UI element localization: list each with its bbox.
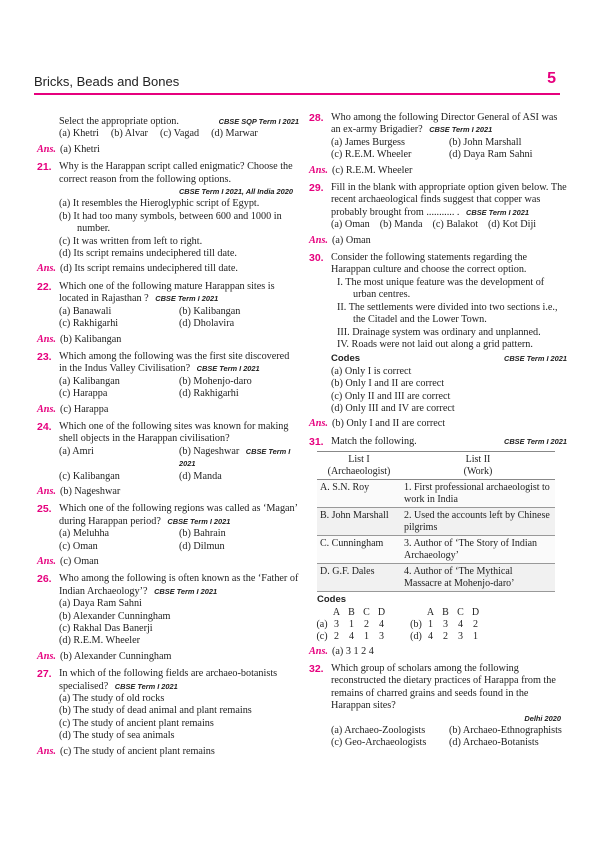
option-d: (d) Marwar: [211, 128, 258, 140]
answer-label: Ans.: [37, 650, 56, 662]
question-number: 26.: [37, 573, 52, 586]
option-d: (d) Rakhigarhi: [179, 388, 239, 400]
code-cell: 4: [458, 618, 463, 630]
question-number: 21.: [37, 161, 52, 174]
code-cell: [389, 619, 409, 631]
options: [59, 306, 299, 331]
page-number: 5: [547, 70, 556, 87]
match-codes-grid: [315, 607, 567, 643]
option-c: (c) Oman: [59, 540, 98, 552]
code-cell: (b): [410, 618, 422, 630]
option-b: (b) The study of dead animal and plant remains: [59, 705, 252, 717]
codes-label: Codes CBSE Term I 2021: [331, 353, 567, 365]
option-b: (b) Manda: [379, 219, 423, 231]
options: [331, 137, 567, 162]
code-cell: 3: [458, 630, 463, 642]
question-32: [309, 663, 567, 750]
answer-label: Ans.: [37, 403, 56, 415]
code-cell: (c): [316, 630, 328, 642]
question-20-continued: [37, 116, 299, 141]
answer-label: Ans.: [309, 645, 328, 657]
answer: [37, 746, 299, 758]
table-row: [317, 564, 555, 592]
answer: [309, 165, 567, 177]
option-c: (c) Rakhal Das Banerji: [59, 623, 153, 635]
answer-label: Ans.: [37, 263, 56, 275]
answer-text: (c) Oman: [59, 556, 99, 567]
question-source-tag: CBSE Term I 2021: [154, 586, 218, 596]
question-text: Consider the following statements regarding the Harappan culture and choose the correct option.: [331, 252, 528, 276]
option-c: (c) Rakhigarhi: [59, 318, 119, 330]
option-b: (b) Nageshwar CBSE Term I 2021: [179, 445, 291, 469]
answer-text: (a) Khetri: [59, 143, 100, 155]
code-cell: [389, 607, 409, 619]
code-cell: 1: [473, 630, 478, 642]
option-a: (a) James Burgess: [331, 136, 405, 148]
answer-text: (a) 3 1 2 4: [331, 645, 374, 657]
answer-label: Ans.: [37, 745, 56, 757]
option-b: (b) Mohenjo-daro: [179, 375, 252, 387]
options: [59, 693, 299, 743]
question-text: Which group of scholars among the following reconstructed the dietary practices of Harappa from the remains of charred grains and seeds found in the Harappan sites?: [331, 662, 556, 712]
code-cell: 4: [349, 630, 354, 642]
question-number: 23.: [37, 350, 52, 363]
code-cell: D: [471, 606, 480, 618]
list2-cell: 1. First professional archaeologist to work in India: [401, 480, 555, 508]
statement-1: I. The most unique feature was the development of urban centres.: [337, 276, 545, 301]
option-a: (a) Kalibangan: [59, 375, 120, 387]
question-21: [37, 161, 299, 260]
code-cell: A: [332, 606, 341, 618]
question-number: 24.: [37, 420, 52, 433]
option-d: (d) Only III and IV are correct: [331, 402, 455, 414]
option-a: (a) It resembles the Hieroglyphic script of Egypt.: [59, 198, 260, 210]
option-c: (c) R.E.M. Wheeler: [331, 149, 412, 161]
code-cell: A: [426, 606, 435, 618]
option-d: (d) Dholavira: [179, 318, 235, 330]
question-text: Why is the Harappan script called enigmatic? Choose the correct reason from the following options.: [59, 161, 293, 185]
question-text: Select the appropriate option.: [59, 116, 179, 127]
code-cell: B: [348, 606, 355, 618]
question-23: [37, 351, 299, 401]
option-b: (b) Archaeo-Ethnographists: [449, 725, 562, 736]
question-30: [309, 252, 567, 415]
code-cell: 1: [428, 618, 433, 630]
answer: [37, 144, 299, 156]
option-c: (c) It was written from left to right.: [59, 235, 203, 247]
list1-cell: A. S.N. Roy: [317, 480, 401, 508]
question-22: [37, 281, 299, 331]
table-row: [317, 508, 555, 536]
option-b: (b) Kalibangan: [179, 305, 241, 317]
options: [331, 219, 567, 231]
answer-text: (c) R.E.M. Wheeler: [331, 164, 413, 176]
answer-text: (b) Kalibangan: [59, 333, 122, 345]
answer: [37, 556, 299, 568]
question-text: Which one of the following sites was known for making shell objects in the Harappan civilisation?: [59, 420, 289, 445]
answer-label: Ans.: [309, 234, 328, 246]
answer: [37, 486, 299, 498]
option-a: (a) Khetri: [59, 128, 99, 140]
option-d: (d) The study of sea animals: [59, 730, 175, 742]
header-rule: [34, 93, 560, 95]
option-a: (a) Daya Ram Sahni: [59, 598, 142, 610]
question-text: Which one of the following mature Harappan sites is located in Rajasthan ? CBSE Term I 2021: [59, 280, 275, 305]
code-cell: 1: [349, 618, 354, 630]
answer-text: (c) The study of ancient plant remains: [59, 745, 215, 757]
question-29: [309, 182, 567, 232]
question-source-tag: CBSE Term I 2021: [466, 207, 530, 217]
options: [59, 128, 299, 140]
option-a: (a) Only I is correct: [331, 365, 412, 377]
option-d: (d) Dilmun: [179, 540, 225, 552]
options: [59, 376, 299, 401]
code-cell: [409, 607, 423, 619]
option-b: (b) Only I and II are correct: [331, 378, 445, 390]
question-source-tag: CBSE SQP Term I 2021: [218, 117, 299, 126]
question-source-tag: CBSE Term I 2021: [155, 294, 219, 304]
list1-cell: B. John Marshall: [317, 508, 401, 536]
list1-cell: C. Cunningham: [317, 536, 401, 564]
answer-text: (b) Nageshwar: [59, 485, 121, 497]
question-number: 29.: [309, 182, 324, 195]
question-text: Which one of the following regions was called as ‘Magan’ during Harappan period? CBSE Term I 2021: [59, 503, 298, 527]
question-number: 27.: [37, 668, 52, 681]
question-number: 32.: [309, 662, 324, 675]
question-31: [309, 436, 567, 448]
answer: [37, 404, 299, 416]
list2-cell: 2. Used the accounts left by Chinese pilgrims: [401, 508, 555, 536]
question-text: Match the following. CBSE Term I 2021: [331, 435, 567, 447]
question-24: [37, 421, 299, 483]
question-28: [309, 112, 567, 162]
answer: [309, 646, 567, 658]
codes-label: Codes: [317, 594, 347, 606]
answer-label: Ans.: [37, 485, 56, 497]
options: [59, 446, 299, 483]
table-header-row: [317, 452, 555, 480]
answer: [309, 235, 567, 247]
answer: [37, 263, 299, 275]
question-source-tag: CBSE Term I 2021: [179, 446, 291, 469]
option-d: (d) Manda: [179, 470, 222, 482]
left-column: [37, 116, 299, 758]
question-source-tag: CBSE Term I 2021: [167, 516, 231, 526]
question-text: Who among the following Director General of ASI was an ex-army Brigadier? CBSE Term I 2021: [331, 112, 558, 136]
question-text: Fill in the blank with appropriate option given below. The recent archaeological finds suggest that copper was probably brought from ........... . CBSE Term I 2021: [331, 182, 567, 218]
option-b: (b) Alexander Cunningham: [59, 610, 171, 622]
answer-label: Ans.: [37, 143, 56, 155]
list2-cell: 4. Author of ‘The Mythical Massacre at Mohenjo-daro’: [401, 564, 555, 592]
option-c: (c) Balakot: [432, 219, 479, 231]
table-row: [317, 480, 555, 508]
list2-cell: 3. Author of ‘The Story of Indian Archaeology’: [401, 536, 555, 564]
question-number: 30.: [309, 252, 324, 265]
option-c: (c) Vagad: [159, 128, 200, 140]
code-cell: 2: [334, 630, 339, 642]
code-cell: D: [377, 606, 386, 618]
options: [59, 198, 299, 260]
question-number: 28.: [309, 112, 324, 124]
option-c: (c) Only II and III are correct: [331, 390, 451, 402]
question-source-tag: Delhi 2020: [524, 713, 561, 723]
question-27: [37, 668, 299, 742]
answer-text: (d) Its script remains undeciphered till date.: [59, 263, 238, 275]
answer-text: (c) Harappa: [59, 403, 109, 415]
code-cell: 2: [443, 630, 448, 642]
question-source-tag: CBSE Term I 2021: [504, 436, 567, 446]
question-source-tag: CBSE Term I 2021: [504, 354, 567, 364]
question-text: Which among the following was the first site discovered in the Indus Valley Civilisation? CBSE Term I 2021: [59, 350, 290, 375]
answer-text: (b) Alexander Cunningham: [59, 650, 172, 662]
option-d: (d) Its script remains undeciphered till date.: [59, 248, 237, 260]
question-source-tag: CBSE Term I 2021: [114, 681, 178, 691]
answer-text: (a) Oman: [331, 234, 371, 246]
answer-label: Ans.: [37, 333, 56, 345]
option-a: (a) Banawali: [59, 305, 112, 317]
code-cell: 3: [379, 630, 384, 642]
code-cell: 2: [473, 618, 478, 630]
answer: [309, 418, 567, 430]
option-c: (c) Kalibangan: [59, 470, 120, 482]
option-a: (a) Oman: [331, 219, 370, 231]
code-cell: (d): [410, 630, 422, 642]
option-b: (b) It had too many symbols, between 600 and 1000 in number.: [59, 210, 282, 235]
option-c: (c) Harappa: [59, 388, 108, 400]
question-25: [37, 503, 299, 553]
question-number: 31.: [309, 435, 324, 448]
answer-label: Ans.: [309, 418, 328, 430]
options: [59, 528, 299, 553]
question-source-tag: CBSE Term I 2021: [196, 364, 260, 374]
question-text: In which of the following fields are archaeo-botanists specialised? CBSE Term I 2021: [59, 668, 278, 692]
option-a: (a) Archaeo-Zoologists: [331, 725, 426, 736]
code-cell: [315, 607, 329, 619]
code-cell: C: [457, 606, 464, 618]
match-table: [317, 451, 555, 592]
answer: [37, 651, 299, 663]
list1-header: List I (Archaeologist): [317, 452, 401, 480]
option-c: (c) The study of ancient plant remains: [59, 717, 214, 729]
options: [331, 725, 567, 750]
statement-4: IV. Roads were not laid out along a grid pattern.: [337, 338, 533, 350]
answer-label: Ans.: [309, 164, 328, 176]
code-cell: 4: [379, 618, 384, 630]
options: [331, 366, 567, 416]
question-source-tag: CBSE Term I 2021, All India 2020: [178, 187, 293, 197]
table-row: [317, 536, 555, 564]
code-cell: C: [363, 606, 370, 618]
option-c: (c) Geo-Archaeologists: [331, 737, 427, 749]
option-a: (a) Amri: [59, 445, 94, 457]
option-b: (b) John Marshall: [449, 136, 522, 148]
question-text: Who among the following is often known as the ‘Father of Indian Archaeology’? CBSE Term I 2021: [59, 573, 299, 597]
code-cell: [389, 631, 409, 643]
question-number: 22.: [37, 280, 52, 293]
code-cell: (a): [316, 618, 328, 630]
option-b: (b) Bahrain: [179, 528, 226, 540]
answer: [37, 334, 299, 346]
code-cell: 3: [443, 618, 448, 630]
code-cell: B: [442, 606, 449, 618]
options: [59, 598, 299, 648]
option-b: (b) Alvar: [110, 128, 148, 140]
question-26: [37, 573, 299, 647]
question-source-tag: CBSE Term I 2021: [429, 125, 493, 135]
option-a: (a) Meluhha: [59, 528, 110, 540]
code-cell: 3: [334, 618, 339, 630]
option-d: (d) Daya Ram Sahni: [449, 149, 533, 161]
answer-label: Ans.: [37, 556, 56, 567]
chapter-title: Bricks, Beads and Bones: [34, 74, 180, 89]
code-cell: 1: [364, 630, 369, 642]
option-d: (d) Archaeo-Botanists: [449, 737, 539, 749]
option-d: (d) R.E.M. Wheeler: [59, 635, 141, 647]
answer-text: (b) Only I and II are correct: [331, 418, 446, 430]
code-cell: 2: [364, 618, 369, 630]
code-cell: 4: [428, 630, 433, 642]
question-number: 25.: [37, 503, 52, 516]
option-a: (a) The study of old rocks: [59, 693, 165, 705]
list1-cell: D. G.F. Dales: [317, 564, 401, 592]
statement-2: II. The settlements were divided into two sections i.e., the Citadel and the Lower Town.: [337, 301, 558, 326]
list2-header: List II (Work): [401, 452, 555, 480]
right-column: [309, 112, 567, 750]
option-d: (d) Kot Diji: [488, 219, 537, 231]
statements: [331, 277, 567, 351]
statement-3: III. Drainage system was ordinary and unplanned.: [337, 326, 541, 338]
